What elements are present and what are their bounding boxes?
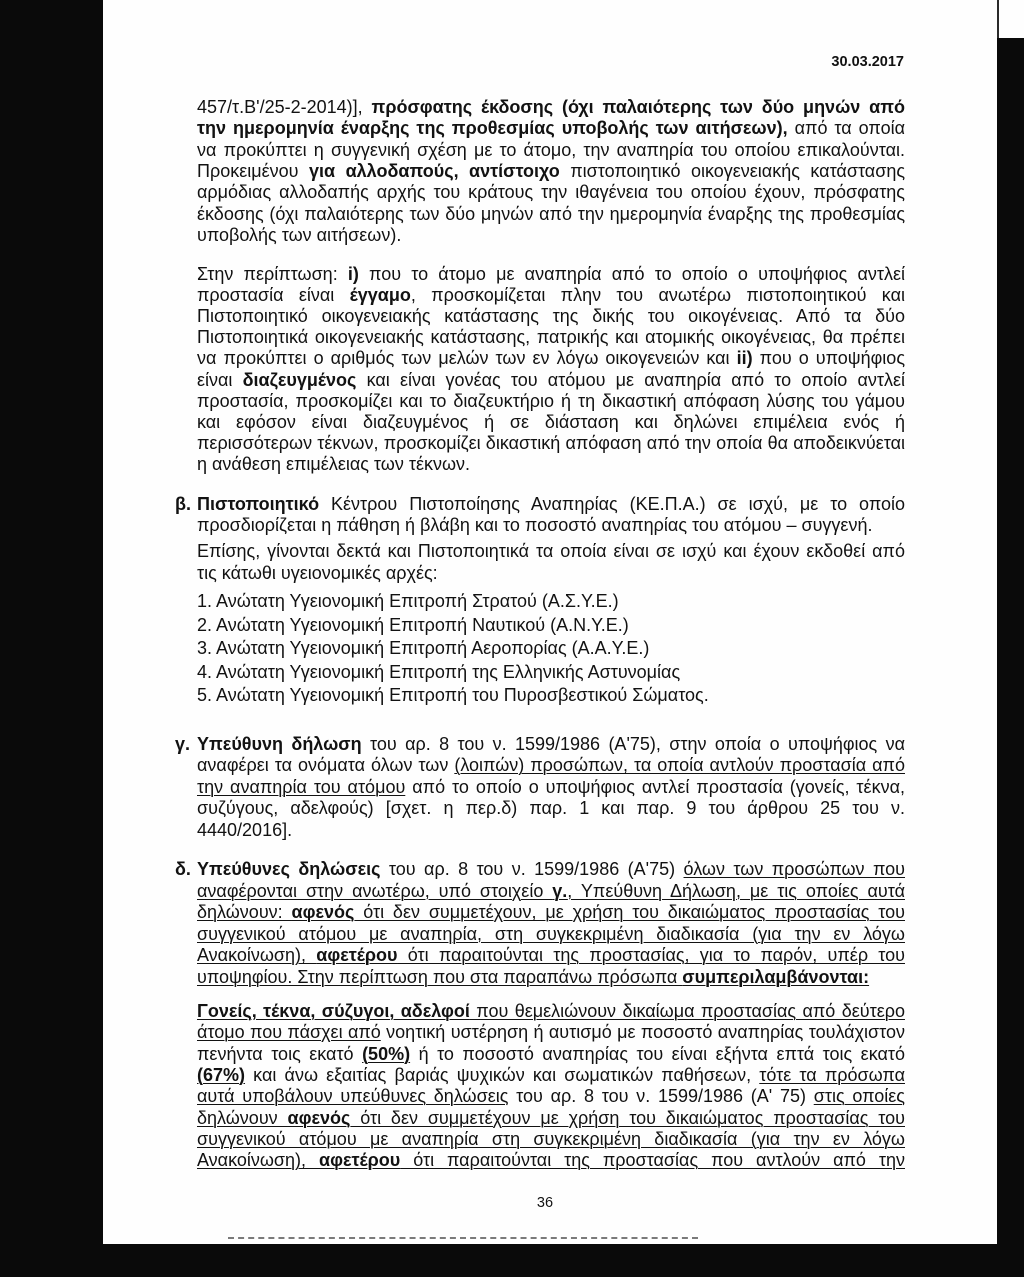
- text-run: και εφόσον είναι διαζευγμένος ή σε διάσταση και δηλώνει επιμέλεια ενός ή: [197, 411, 905, 432]
- text-line: [197, 1129, 905, 1150]
- text-line: [197, 433, 905, 454]
- text-run: Κέντρου Πιστοποίησης Αναπηρίας (ΚΕ.Π.Α.) σε ισχύ, με το οποίο: [319, 494, 905, 514]
- text-run: συζύγους, αδελφούς) [σχετ. η περ.δ) παρ. 1 και παρ. 9 του άρθρου 25 του ν.: [197, 798, 905, 819]
- section-marker-delta: δ.: [175, 859, 191, 879]
- text-run: Πιστοποιητικό οικογενειακής κατάστασης της δικής του οικογένειας. Από τα δύο: [197, 306, 905, 327]
- text-line: [197, 118, 905, 139]
- text-line: [197, 777, 905, 798]
- text-line: [197, 161, 905, 182]
- text-line-content: [197, 264, 905, 284]
- underlined-text-run: όλων των προσώπων που: [683, 859, 905, 879]
- text-run: προσδιορίζεται η πάθηση ή βλάβη και το ποσοστό αναπηρίας του ατόμου – συγγενή.: [197, 515, 873, 535]
- text-run: να προκύπτει ο αριθμός των μελών των εν λόγω οικογενειών και: [197, 348, 737, 369]
- text-run: αρμόδιας αλλοδαπής αρχής του κράτους την ιθαγένεια του οποίου έχουν, πρόσφατης: [197, 182, 905, 203]
- text-line: [197, 881, 905, 903]
- text-line: [197, 1150, 905, 1171]
- text-line-content: [197, 433, 905, 453]
- text-line-content: [197, 97, 905, 117]
- text-run: αναφέρει τα ονόματα όλων των: [197, 755, 455, 776]
- bold-text-run: την ημερομηνία έναρξης της προθεσμίας υποβολής των αιτήσεων),: [197, 118, 788, 139]
- text-line-content: [197, 1086, 905, 1106]
- bold-text-run: έγγαμο: [349, 285, 411, 306]
- underlined-text-run: στις οποίες: [813, 1086, 905, 1107]
- text-run: που ο υποψήφιος: [752, 348, 905, 369]
- text-line: [197, 306, 905, 327]
- text-line: [197, 902, 905, 924]
- text-line: [197, 348, 905, 369]
- underlined-text-run: δηλώνουν:: [197, 902, 292, 922]
- text-run: πενήντα τοις εκατό: [197, 1043, 363, 1064]
- underlined-text-run: ότι παραιτούνται της προστασίας, για το παρόν, υπέρ του: [397, 945, 905, 965]
- underlined-text-run: Ανακοίνωση),: [197, 945, 317, 965]
- bold-text-run: Υπεύθυνες δηλώσεις: [197, 859, 381, 879]
- text-run: υποβολής των αιτήσεων).: [197, 224, 402, 245]
- text-run: πιστοποιητικό οικογενειακής κατάστασης: [559, 160, 906, 181]
- text-line-content: [197, 945, 905, 965]
- underlined-text-run: (λοιπών) προσώπων, τα οποία αντλούν προστασία από: [454, 755, 905, 776]
- text-run: από το οποίο ο υποψήφιος αντλεί προστασία (γονείς, τέκνα,: [405, 776, 905, 797]
- text-line-content: [197, 225, 401, 245]
- text-run: , προσκομίζεται πλην του ανωτέρω πιστοποιητικού και: [410, 285, 905, 306]
- text-run: που το άτομο με αναπηρία από το οποίο ο υποψήφιος αντλεί: [358, 264, 905, 284]
- bold-text-run: i): [347, 264, 359, 284]
- text-line: [197, 967, 905, 989]
- text-run: νοητική υστέρηση ή αυτισμό με ποσοστό αναπηρίας τουλάχιστον: [380, 1022, 906, 1043]
- text-line-content: [197, 1129, 905, 1149]
- underlined-text-run: ότι παραιτούνται της προστασίας που αντλούν από την: [400, 1150, 905, 1171]
- text-line: [197, 1086, 905, 1107]
- text-line-content: [197, 563, 438, 583]
- text-line-content: [197, 391, 905, 411]
- text-run: να προκύπτει η συγγενική σχέση με το άτομο, την αναπηρία του οποίου επικαλούνται.: [197, 139, 905, 160]
- text-line-content: [197, 515, 872, 535]
- text-line-content: [197, 204, 905, 224]
- text-line-content: [197, 1044, 905, 1064]
- text-line: [197, 924, 905, 946]
- text-line-content: [197, 777, 905, 797]
- text-run: περισσότερων τέκνων, προσκομίζει δικαστική απόφαση από την οποία θα αποδεικνύεται: [197, 432, 905, 453]
- text-run: προστασία είναι: [197, 285, 350, 306]
- document-date: 30.03.2017: [831, 54, 904, 70]
- text-line-content: [197, 734, 905, 754]
- underlined-text-run: αφετέρου: [316, 945, 398, 965]
- text-run: Επίσης, γίνονται δεκτά και Πιστοποιητικά τα οποία είναι σε ισχύ και έχουν εκδοθεί από: [197, 541, 905, 561]
- text-line-content: [197, 118, 905, 138]
- text-line: [197, 1108, 905, 1129]
- text-line-content: [197, 327, 905, 347]
- text-line-content: [197, 306, 905, 326]
- bold-text-run: για αλλοδαπούς, αντίστοιχο: [309, 160, 560, 181]
- text-run: Στην περίπτωση:: [197, 264, 348, 284]
- text-line: [197, 370, 905, 391]
- underlined-text-run: ότι δεν συμμετέχουν, με χρήση του δικαιώματος προστασίας του: [354, 902, 905, 922]
- text-line-content: [197, 285, 905, 305]
- text-line: [197, 637, 905, 661]
- text-line: [197, 563, 905, 585]
- text-line-content: [197, 902, 905, 922]
- text-line: [197, 225, 905, 246]
- underlined-text-run: αναφέρονται στην ανωτέρω, υπό στοιχείο: [197, 880, 553, 901]
- text-line-content: [197, 638, 649, 658]
- text-line: [197, 97, 905, 118]
- text-line: [197, 204, 905, 225]
- text-line-content: [197, 541, 905, 561]
- scan-artifact-line: [228, 1237, 698, 1239]
- section-marker-gamma: γ.: [175, 734, 191, 754]
- bold-text-run: Πιστοποιητικό: [197, 494, 320, 514]
- underlined-text-run: την αναπηρία του ατόμου: [197, 776, 406, 797]
- text-line-content: [197, 924, 905, 944]
- text-line-content: [197, 182, 905, 202]
- text-line: [197, 285, 905, 306]
- scan-edge: [997, 0, 1024, 38]
- text-run: έκδοσης (όχι παλαιότερης των δύο μηνών από την ημερομηνία έναρξης της προθεσμίας: [197, 203, 905, 224]
- text-run: 1. Ανώτατη Υγειονομική Επιτροπή Στρατού (Α.Σ.Υ.Ε.): [197, 591, 619, 611]
- page-number: 36: [536, 1195, 554, 1211]
- text-line: [197, 661, 905, 685]
- text-line: [197, 945, 905, 967]
- text-line-content: [197, 591, 619, 611]
- underlined-text-run: συγγενικού ατόμου με αναπηρία στη συγκεκριμένη διαδικασία (για την εν λόγω: [197, 1128, 905, 1149]
- text-run: τις κάτωθι υγειονομικές αρχές:: [197, 562, 438, 583]
- text-line: [197, 541, 905, 563]
- text-line: [197, 798, 905, 819]
- text-run: και είναι γονέας του ατόμου με αναπηρία από το οποίο αντλεί: [356, 369, 905, 390]
- text-line-content: [197, 662, 680, 682]
- text-run: 5. Ανώτατη Υγειονομική Επιτροπή του Πυροσβεστικού Σώματος.: [197, 685, 709, 705]
- text-line-content: [197, 859, 905, 879]
- text-line: [197, 755, 905, 776]
- underlined-text-run: δηλώνουν: [197, 1107, 288, 1128]
- text-line: [197, 820, 905, 841]
- underlined-text-run: τότε τα πρόσωπα: [759, 1064, 905, 1085]
- text-run: 3. Ανώτατη Υγειονομική Επιτροπή Αεροπορίας (Α.Α.Υ.Ε.): [197, 638, 650, 658]
- text-line-content: [197, 370, 905, 390]
- bold-text-run: διαζευγμένος: [242, 369, 357, 390]
- text-run: 2. Ανώτατη Υγειονομική Επιτροπή Ναυτικού (Α.Ν.Υ.Ε.): [197, 614, 629, 635]
- text-line: [197, 1022, 905, 1043]
- text-line-content: [197, 615, 629, 635]
- underlined-text-run: ότι δεν συμμετέχουν με χρήση του δικαιώματος προστασίας του: [350, 1107, 905, 1128]
- text-line-content: [197, 685, 709, 705]
- text-line-content: [197, 1022, 905, 1042]
- bold-text-run: πρόσφατης έκδοσης (όχι παλαιότερης των δύο μηνών από: [371, 97, 905, 117]
- text-line: [197, 264, 905, 285]
- underlined-text-run: που θεμελιώνουν δικαίωμα προστασίας από δεύτερο: [469, 1001, 905, 1021]
- text-run: προστασία, προσκομίζει και το διαζευκτήριο ή τη δικαστική απόφαση λύσης του γάμου: [197, 390, 905, 411]
- text-line: [197, 1001, 905, 1022]
- text-run: 457/τ.Β'/25-2-2014)],: [197, 97, 372, 117]
- underlined-text-run: , Υπεύθυνη Δήλωση, με τις οποίες αυτά: [567, 880, 905, 901]
- section-marker-beta: β.: [175, 494, 191, 514]
- text-line: [197, 614, 905, 638]
- text-line-content: [197, 140, 905, 160]
- underlined-text-run: αφενός: [291, 902, 355, 922]
- text-line: [197, 327, 905, 348]
- underlined-text-run: αφετέρου: [319, 1150, 401, 1171]
- text-line: [197, 590, 905, 614]
- text-run: του αρ. 8 του ν. 1599/1986 (Α'75): [380, 859, 684, 879]
- underlined-text-run: (67%): [197, 1064, 246, 1085]
- text-line-content: [197, 755, 905, 775]
- underlined-text-run: (50%): [362, 1043, 411, 1064]
- underlined-text-run: υποψηφίου. Στην περίπτωση που στα παραπάνω πρόσωπα: [197, 966, 683, 987]
- text-run: 4440/2016].: [197, 819, 293, 840]
- text-run: από τα οποία: [787, 118, 906, 139]
- text-line: [197, 684, 905, 708]
- text-line: [197, 140, 905, 161]
- text-line-content: [197, 881, 905, 901]
- text-run: ή το ποσοστό αναπηρίας του είναι εξήντα επτά τοις εκατό: [410, 1043, 906, 1064]
- text-run: 4. Ανώτατη Υγειονομική Επιτροπή της Ελληνικής Αστυνομίας: [197, 661, 681, 682]
- text-run: του αρ. 8 του ν. 1599/1986 (Α'75), στην οποία ο υποψήφιος να: [361, 734, 905, 754]
- text-line-content: [197, 967, 869, 987]
- text-line: [197, 454, 905, 475]
- text-line-content: [197, 412, 905, 432]
- text-run: Προκειμένου: [197, 160, 310, 181]
- underlined-text-run: συμπεριλαμβάνονται:: [682, 966, 870, 987]
- underlined-text-run: συγγενικού ατόμου με αναπηρία, στη συγκεκριμένη διαδικασία (για την εν λόγω: [197, 923, 905, 944]
- text-line: [197, 1065, 905, 1086]
- text-run: είναι: [197, 369, 243, 390]
- text-line-content: [197, 1065, 905, 1085]
- text-line: [197, 182, 905, 203]
- underlined-text-run: αυτά υποβάλουν υπεύθυνες δηλώσεις: [197, 1086, 509, 1107]
- underlined-text-run: Ανακοίνωση),: [197, 1150, 319, 1171]
- bold-text-run: ii): [736, 348, 753, 369]
- text-line-content: [197, 820, 292, 840]
- text-line: [197, 734, 905, 755]
- text-line-content: [197, 1150, 905, 1170]
- text-line: [197, 1044, 905, 1065]
- underlined-text-run: άτομο που πάσχει από: [197, 1022, 381, 1043]
- text-run: η ανάθεση επιμέλειας των τέκνων.: [197, 453, 471, 474]
- text-line-content: [197, 348, 905, 368]
- text-line-content: [197, 798, 905, 818]
- text-line-content: [197, 1108, 905, 1128]
- text-line-content: [197, 454, 470, 474]
- text-line-content: [197, 161, 905, 181]
- bold-text-run: Υπεύθυνη δήλωση: [197, 734, 362, 754]
- underlined-text-run: Γονείς, τέκνα, σύζυγοι, αδελφοί: [197, 1001, 470, 1021]
- text-line-content: [197, 494, 905, 514]
- text-line: [197, 494, 905, 515]
- text-line: [197, 515, 905, 536]
- text-run: του αρ. 8 του ν. 1599/1986 (Α' 75): [508, 1086, 814, 1107]
- text-line-content: [197, 1001, 905, 1021]
- underlined-text-run: γ.: [552, 880, 568, 901]
- text-run: και άνω εξαιτίας βαριάς ψυχικών και σωματικών παθήσεων,: [245, 1064, 760, 1085]
- text-line: [197, 391, 905, 412]
- text-line: [197, 859, 905, 881]
- underlined-text-run: αφενός: [287, 1107, 351, 1128]
- text-run: Πιστοποιητικά οικογενειακής κατάστασης, πατρικής και ατομικής οικογένειας, θα πρέπει: [197, 327, 905, 348]
- text-line: [197, 412, 905, 433]
